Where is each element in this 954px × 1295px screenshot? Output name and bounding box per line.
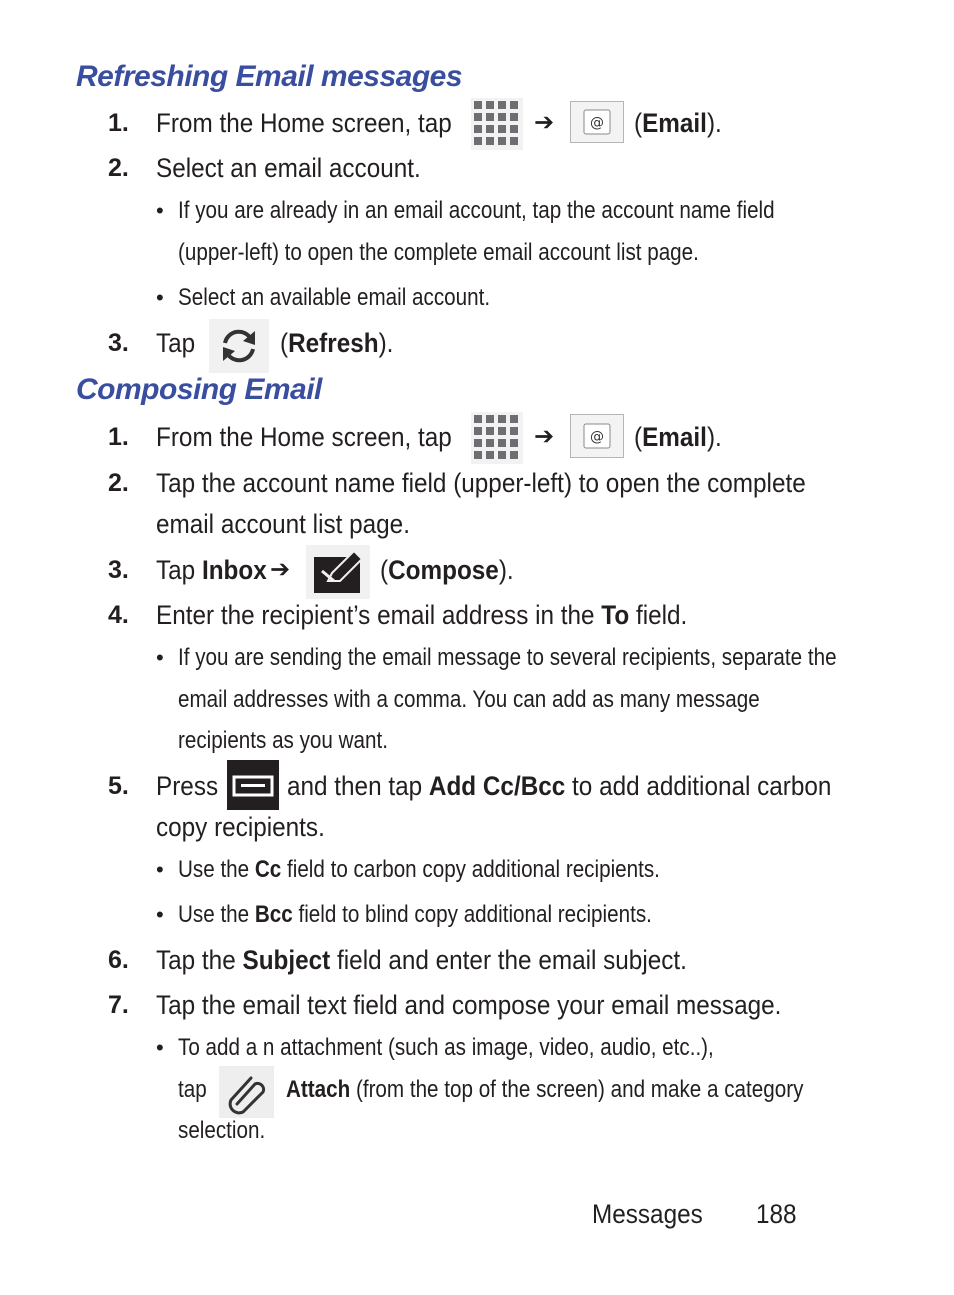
arrow-icon: ➔: [534, 109, 555, 136]
bullet-text: Select an available email account.: [178, 284, 491, 311]
step-text: Enter the recipient’s email address in the: [156, 600, 595, 630]
svg-text:@: @: [590, 429, 604, 445]
bullet: •: [156, 198, 164, 223]
subject-label: Subject: [242, 945, 331, 975]
step-text: copy recipients.: [156, 812, 325, 842]
step-number: 1.: [108, 109, 129, 137]
step-text: Press: [156, 771, 219, 801]
bullet-text: tap: [178, 1076, 207, 1103]
bullet-text: If you are already in an email account, tap the account name field: [178, 197, 775, 224]
bullet-text: email addresses with a comma. You can add as many message: [178, 686, 760, 713]
step-number: 3.: [108, 556, 129, 584]
bullet: •: [156, 285, 164, 310]
compose-icon: [306, 545, 370, 599]
bullet-text: (upper-left) to open the complete email account list page.: [178, 239, 699, 266]
bullet-text: recipients as you want.: [178, 727, 388, 754]
arrow-icon: ➔: [270, 556, 291, 583]
menu-key-icon: [227, 760, 279, 810]
inbox-label: Inbox: [201, 555, 267, 585]
step-text: Tap the: [156, 945, 236, 975]
apps-grid-icon: [471, 98, 523, 150]
footer-section: Messages: [592, 1199, 703, 1229]
step-text: Tap: [156, 328, 196, 358]
bullet-text: Use the: [178, 856, 250, 883]
email-label: Email: [642, 422, 707, 452]
step-number: 1.: [108, 423, 129, 451]
bullet: •: [156, 902, 164, 927]
bullet-text: Use the: [178, 901, 250, 928]
step-text: Tap the email text field and compose your email message.: [156, 990, 782, 1020]
email-app-icon: [570, 414, 624, 458]
add-cc-bcc-label: Add Cc/Bcc: [428, 771, 566, 801]
step-text: From the Home screen, tap: [156, 108, 452, 138]
step-number: 5.: [108, 772, 129, 800]
step-number: 6.: [108, 946, 129, 974]
step-number: 3.: [108, 329, 129, 357]
cc-label: Cc: [254, 856, 282, 883]
bullet-text: If you are sending the email message to several recipients, separate the: [178, 644, 837, 671]
step-text: email account list page.: [156, 509, 410, 539]
to-label: To: [601, 600, 630, 630]
paperclip-icon: [219, 1066, 274, 1118]
step-text: From the Home screen, tap: [156, 422, 452, 452]
bullet: •: [156, 645, 164, 670]
svg-text:@: @: [590, 115, 604, 131]
bullet-text: (from the top of the screen) and make a category: [355, 1076, 804, 1103]
step-number: 2.: [108, 154, 129, 182]
step-text: Select an email account.: [156, 153, 421, 183]
email-label: Email: [642, 108, 707, 138]
step-text: field and enter the email subject.: [337, 945, 687, 975]
arrow-icon: ➔: [534, 423, 555, 450]
step-number: 7.: [108, 991, 129, 1019]
section-title-composing: Composing Email: [76, 373, 322, 406]
bcc-label: Bcc: [254, 901, 293, 928]
step-text: Tap the account name field (upper-left) to open the complete: [156, 468, 806, 498]
bullet-text: field to blind copy additional recipients.: [298, 901, 652, 928]
step-text: Tap: [156, 555, 196, 585]
bullet-text: To add a n attachment (such as image, video, audio, etc..),: [178, 1034, 714, 1061]
refresh-icon: [209, 319, 269, 373]
compose-label: Compose: [388, 555, 499, 585]
step-number: 4.: [108, 601, 129, 629]
bullet: •: [156, 857, 164, 882]
bullet-text: selection.: [178, 1117, 266, 1144]
apps-grid-icon: [471, 412, 523, 464]
step-text: to add additional carbon: [572, 771, 832, 801]
step-text: and then tap: [287, 771, 423, 801]
section-title-refreshing: Refreshing Email messages: [76, 60, 463, 93]
email-app-icon: [570, 101, 624, 143]
refresh-label: Refresh: [288, 328, 379, 358]
page-number: 188: [756, 1199, 797, 1229]
step-text: field.: [635, 600, 688, 630]
attach-label: Attach: [286, 1076, 351, 1103]
bullet: •: [156, 1035, 164, 1060]
bullet-text: field to carbon copy additional recipients.: [287, 856, 660, 883]
step-number: 2.: [108, 469, 129, 497]
